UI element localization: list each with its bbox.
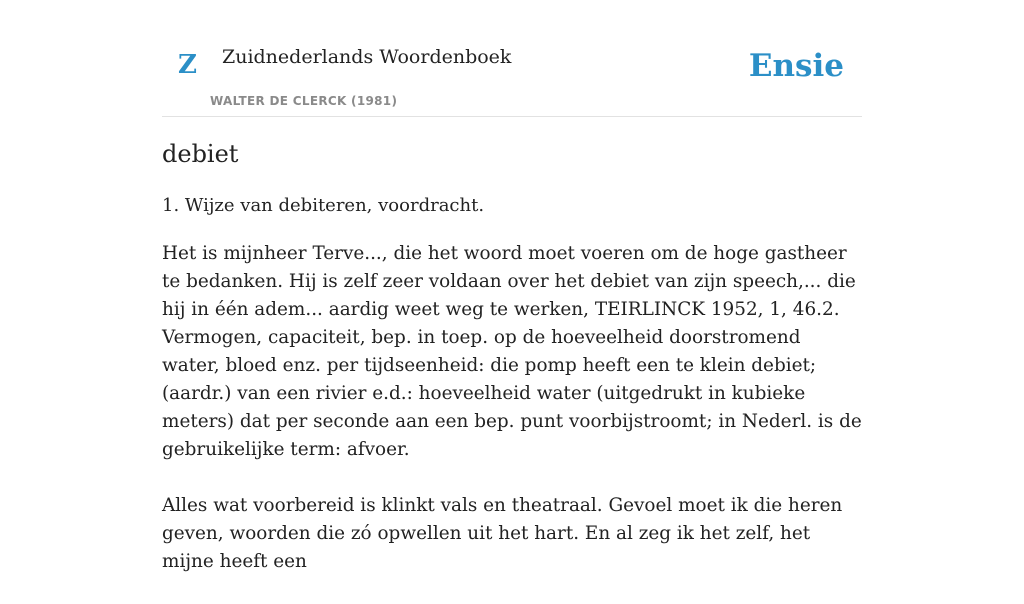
- ensie-logo-link[interactable]: Ensie: [748, 48, 844, 84]
- dictionary-author: WALTER DE CLERCK (1981): [210, 94, 398, 108]
- definition-line: 1. Wijze van debiteren, voordracht.: [162, 195, 485, 216]
- headword: debiet: [162, 140, 239, 168]
- dictionary-title[interactable]: Zuidnederlands Woordenboek: [222, 46, 512, 68]
- entry-body: [162, 240, 862, 604]
- entry-paragraph: Alles wat voorbereid is klinkt vals en theatraal. Gevoel moet ik die heren geven, woorden die zó opwellen uit het hart. En al zeg ik het zelf, het mijne heeft een: [162, 495, 843, 572]
- entry-paragraph: Het is mijnheer Terve..., die het woord moet voeren om de hoge gastheer te bedanken. Hij is zelf zeer voldaan over het debiet van zijn speech,... die hij in één adem... aardig weet weg te werken, TEIRLINCK 1952, 1, 46.2. Vermogen, capaciteit, bep. in toep. op de hoeveelheid doorstromend water, bloed enz. per tijdseenheid: die pomp heeft een te klein debiet; (aardr.) van een rivier e.d.: hoeveelheid water (uitgedrukt in kubieke meters) dat per seconde aan een bep. punt voorbijstroomt; in Nederl. is de gebruikelijke term: afvoer.: [162, 243, 862, 460]
- site-header: [162, 0, 862, 117]
- dictionary-logo[interactable]: Z: [178, 50, 197, 80]
